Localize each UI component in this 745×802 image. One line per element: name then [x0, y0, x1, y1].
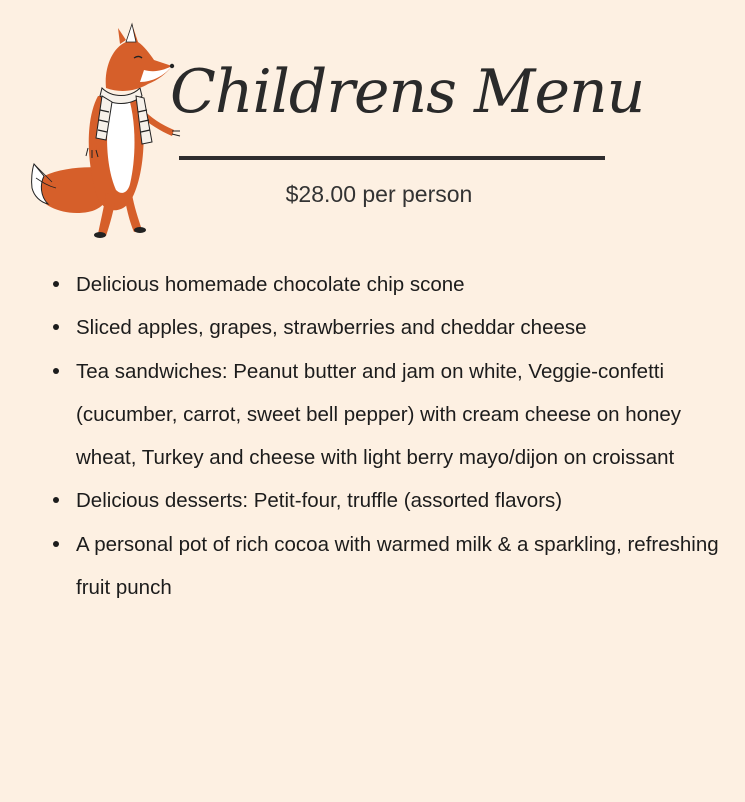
menu-item: Sliced apples, grapes, strawberries and cheddar cheese: [76, 306, 726, 349]
menu-item: A personal pot of rich cocoa with warmed milk & a sparkling, refreshing fruit punch: [76, 523, 726, 610]
price-per-person: $28.00 per person: [285, 181, 473, 207]
title-underline: [179, 156, 605, 160]
menu-item: Delicious homemade chocolate chip scone: [76, 263, 726, 306]
page-title: Childrens Menu: [170, 57, 645, 127]
menu-item-list: [76, 263, 726, 609]
menu-item: Tea sandwiches: Peanut butter and jam on white, Veggie-confetti (cucumber, carrot, sweet bell pepper) with cream cheese on honey wheat, Turkey and cheese with light berry mayo/dijon on croissant: [76, 350, 726, 480]
menu-item: Delicious desserts: Petit-four, truffle (assorted flavors): [76, 479, 726, 522]
